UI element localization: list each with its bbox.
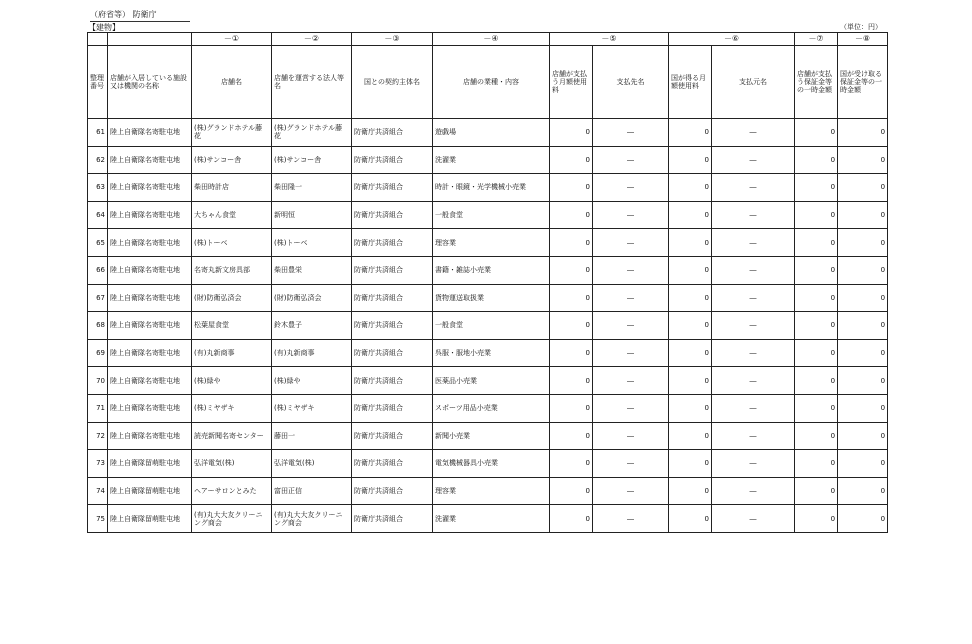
deposit-received-cell: 0 bbox=[838, 256, 888, 284]
header-monthly-fee: 店舗が支払う月額使用料 bbox=[550, 46, 593, 119]
store-name-cell: (有)丸新商事 bbox=[192, 339, 272, 367]
monthly-fee-cell: 0 bbox=[550, 367, 593, 395]
business-type-cell: 貨物運送取扱業 bbox=[433, 284, 550, 312]
operator-name-cell: (株)ミヤザキ bbox=[272, 394, 352, 422]
operator-name-cell: 柴田隆一 bbox=[272, 174, 352, 202]
row-number-cell: 70 bbox=[88, 367, 108, 395]
deposit-paid-cell: 0 bbox=[795, 367, 838, 395]
store-name-cell: (財)防衛弘済会 bbox=[192, 284, 272, 312]
row-number-cell: 74 bbox=[88, 477, 108, 505]
monthly-fee-cell: 0 bbox=[550, 201, 593, 229]
deposit-paid-cell: 0 bbox=[795, 312, 838, 340]
gov-monthly-fee-cell: 0 bbox=[669, 146, 712, 174]
deposit-paid-cell: 0 bbox=[795, 119, 838, 147]
facility-name-cell: 陸上自衛隊名寄駐屯地 bbox=[108, 256, 192, 284]
row-number-cell: 62 bbox=[88, 146, 108, 174]
payer-name-cell: ― bbox=[712, 119, 795, 147]
business-type-cell: 一般食堂 bbox=[433, 201, 550, 229]
monthly-fee-cell: 0 bbox=[550, 505, 593, 533]
contract-party-cell: 防衛庁共済組合 bbox=[352, 394, 433, 422]
contract-party-cell: 防衛庁共済組合 bbox=[352, 174, 433, 202]
table-row bbox=[88, 119, 888, 147]
payee-name-cell: ― bbox=[593, 450, 669, 478]
payee-name-cell: ― bbox=[593, 477, 669, 505]
category-label: 【建物】 bbox=[88, 23, 120, 32]
deposit-received-cell: 0 bbox=[838, 477, 888, 505]
contract-party-cell: 防衛庁共済組合 bbox=[352, 422, 433, 450]
row-number-cell: 68 bbox=[88, 312, 108, 340]
table-row bbox=[88, 394, 888, 422]
operator-name-cell: (財)防衛弘済会 bbox=[272, 284, 352, 312]
operator-name-cell: 藤田一 bbox=[272, 422, 352, 450]
row-number-cell: 73 bbox=[88, 450, 108, 478]
monthly-fee-cell: 0 bbox=[550, 312, 593, 340]
payer-name-cell: ― bbox=[712, 146, 795, 174]
ministry-label: （府省等） 防衛庁 bbox=[90, 9, 190, 22]
monthly-fee-cell: 0 bbox=[550, 339, 593, 367]
contract-party-cell: 防衛庁共済組合 bbox=[352, 450, 433, 478]
deposit-received-cell: 0 bbox=[838, 394, 888, 422]
payer-name-cell: ― bbox=[712, 312, 795, 340]
monthly-fee-cell: 0 bbox=[550, 174, 593, 202]
facility-name-cell: 陸上自衛隊名寄駐屯地 bbox=[108, 119, 192, 147]
store-name-cell: (株)ミヤザキ bbox=[192, 394, 272, 422]
blank-cell bbox=[108, 33, 192, 46]
header-store: 店舗名 bbox=[192, 46, 272, 119]
contract-party-cell: 防衛庁共済組合 bbox=[352, 477, 433, 505]
monthly-fee-cell: 0 bbox=[550, 450, 593, 478]
payee-name-cell: ― bbox=[593, 146, 669, 174]
monthly-fee-cell: 0 bbox=[550, 256, 593, 284]
deposit-received-cell: 0 bbox=[838, 312, 888, 340]
deposit-received-cell: 0 bbox=[838, 450, 888, 478]
unit-label: （単位：円） bbox=[840, 23, 882, 31]
facility-name-cell: 陸上自衛隊名寄駐屯地 bbox=[108, 367, 192, 395]
deposit-received-cell: 0 bbox=[838, 367, 888, 395]
monthly-fee-cell: 0 bbox=[550, 229, 593, 257]
gov-monthly-fee-cell: 0 bbox=[669, 339, 712, 367]
business-type-cell: 電気機械器具小売業 bbox=[433, 450, 550, 478]
table-row bbox=[88, 256, 888, 284]
monthly-fee-cell: 0 bbox=[550, 477, 593, 505]
store-name-cell: 松葉屋食堂 bbox=[192, 312, 272, 340]
business-type-cell: 新聞小売業 bbox=[433, 422, 550, 450]
payee-name-cell: ― bbox=[593, 119, 669, 147]
deposit-received-cell: 0 bbox=[838, 201, 888, 229]
column-number: －② bbox=[272, 33, 352, 46]
operator-name-cell: 富田正信 bbox=[272, 477, 352, 505]
row-number-cell: 61 bbox=[88, 119, 108, 147]
table-row bbox=[88, 339, 888, 367]
payee-name-cell: ― bbox=[593, 256, 669, 284]
store-name-cell: (有)丸大大友クリーニング商会 bbox=[192, 505, 272, 533]
operator-name-cell: (株)サンコー舎 bbox=[272, 146, 352, 174]
column-number-row bbox=[88, 33, 888, 46]
monthly-fee-cell: 0 bbox=[550, 422, 593, 450]
store-name-cell: (株)トーベ bbox=[192, 229, 272, 257]
payer-name-cell: ― bbox=[712, 505, 795, 533]
column-number: －③ bbox=[352, 33, 433, 46]
row-number-cell: 72 bbox=[88, 422, 108, 450]
business-type-cell: 時計・眼鏡・光学機械小売業 bbox=[433, 174, 550, 202]
payee-name-cell: ― bbox=[593, 201, 669, 229]
store-name-cell: 読売新聞名寄センター bbox=[192, 422, 272, 450]
facility-name-cell: 陸上自衛隊名寄駐屯地 bbox=[108, 394, 192, 422]
column-number: －⑦ bbox=[795, 33, 838, 46]
row-number-cell: 75 bbox=[88, 505, 108, 533]
monthly-fee-cell: 0 bbox=[550, 284, 593, 312]
row-number-cell: 64 bbox=[88, 201, 108, 229]
table-row bbox=[88, 367, 888, 395]
store-name-cell: (株)緑や bbox=[192, 367, 272, 395]
contract-party-cell: 防衛庁共済組合 bbox=[352, 229, 433, 257]
contract-party-cell: 防衛庁共済組合 bbox=[352, 146, 433, 174]
deposit-paid-cell: 0 bbox=[795, 284, 838, 312]
payer-name-cell: ― bbox=[712, 201, 795, 229]
business-type-cell: 理容業 bbox=[433, 229, 550, 257]
store-name-cell: 大ちゃん食堂 bbox=[192, 201, 272, 229]
table-row bbox=[88, 284, 888, 312]
header-contract: 国との契約主体名 bbox=[352, 46, 433, 119]
operator-name-cell: 新明恒 bbox=[272, 201, 352, 229]
header-facility: 店舗が入居している施設又は機関の名称 bbox=[108, 46, 192, 119]
facility-name-cell: 陸上自衛隊名寄駐屯地 bbox=[108, 229, 192, 257]
header-payee: 支払先名 bbox=[593, 46, 669, 119]
table-row bbox=[88, 477, 888, 505]
payer-name-cell: ― bbox=[712, 256, 795, 284]
store-usage-table bbox=[87, 32, 888, 533]
row-number-cell: 71 bbox=[88, 394, 108, 422]
header-gov-monthly: 国が得る月額使用料 bbox=[669, 46, 712, 119]
business-type-cell: 書籍・雑誌小売業 bbox=[433, 256, 550, 284]
business-type-cell: 洗濯業 bbox=[433, 505, 550, 533]
monthly-fee-cell: 0 bbox=[550, 394, 593, 422]
table-row bbox=[88, 505, 888, 533]
business-type-cell: 医薬品小売業 bbox=[433, 367, 550, 395]
contract-party-cell: 防衛庁共済組合 bbox=[352, 339, 433, 367]
business-type-cell: 一般食堂 bbox=[433, 312, 550, 340]
business-type-cell: 呉服・服地小売業 bbox=[433, 339, 550, 367]
facility-name-cell: 陸上自衛隊名寄駐屯地 bbox=[108, 422, 192, 450]
gov-monthly-fee-cell: 0 bbox=[669, 284, 712, 312]
contract-party-cell: 防衛庁共済組合 bbox=[352, 201, 433, 229]
business-type-cell: スポーツ用品小売業 bbox=[433, 394, 550, 422]
deposit-received-cell: 0 bbox=[838, 146, 888, 174]
column-number: －⑤ bbox=[550, 33, 669, 46]
store-name-cell: (株)サンコー舎 bbox=[192, 146, 272, 174]
table-row bbox=[88, 201, 888, 229]
table-row bbox=[88, 229, 888, 257]
payee-name-cell: ― bbox=[593, 339, 669, 367]
payer-name-cell: ― bbox=[712, 229, 795, 257]
blank-cell bbox=[88, 33, 108, 46]
facility-name-cell: 陸上自衛隊名寄駐屯地 bbox=[108, 339, 192, 367]
operator-name-cell: 柴田豊栄 bbox=[272, 256, 352, 284]
store-name-cell: 弘洋電気(株) bbox=[192, 450, 272, 478]
facility-name-cell: 陸上自衛隊留萌駐屯地 bbox=[108, 450, 192, 478]
gov-monthly-fee-cell: 0 bbox=[669, 312, 712, 340]
deposit-paid-cell: 0 bbox=[795, 256, 838, 284]
header-payer: 支払元名 bbox=[712, 46, 795, 119]
gov-monthly-fee-cell: 0 bbox=[669, 477, 712, 505]
contract-party-cell: 防衛庁共済組合 bbox=[352, 119, 433, 147]
facility-name-cell: 陸上自衛隊名寄駐屯地 bbox=[108, 284, 192, 312]
payee-name-cell: ― bbox=[593, 367, 669, 395]
deposit-paid-cell: 0 bbox=[795, 450, 838, 478]
table-row bbox=[88, 422, 888, 450]
payee-name-cell: ― bbox=[593, 284, 669, 312]
deposit-paid-cell: 0 bbox=[795, 339, 838, 367]
facility-name-cell: 陸上自衛隊名寄駐屯地 bbox=[108, 146, 192, 174]
contract-party-cell: 防衛庁共済組合 bbox=[352, 505, 433, 533]
contract-party-cell: 防衛庁共済組合 bbox=[352, 312, 433, 340]
store-name-cell: 名寄丸新文房具部 bbox=[192, 256, 272, 284]
deposit-received-cell: 0 bbox=[838, 339, 888, 367]
deposit-received-cell: 0 bbox=[838, 284, 888, 312]
payee-name-cell: ― bbox=[593, 229, 669, 257]
gov-monthly-fee-cell: 0 bbox=[669, 229, 712, 257]
header-deposit-received: 国が受け取る保証金等の一時金額 bbox=[838, 46, 888, 119]
deposit-paid-cell: 0 bbox=[795, 477, 838, 505]
payee-name-cell: ― bbox=[593, 505, 669, 533]
business-type-cell: 洗濯業 bbox=[433, 146, 550, 174]
gov-monthly-fee-cell: 0 bbox=[669, 505, 712, 533]
operator-name-cell: 弘洋電気(株) bbox=[272, 450, 352, 478]
facility-name-cell: 陸上自衛隊名寄駐屯地 bbox=[108, 174, 192, 202]
payer-name-cell: ― bbox=[712, 367, 795, 395]
payee-name-cell: ― bbox=[593, 422, 669, 450]
column-header-row bbox=[88, 46, 888, 119]
header-deposit-paid: 店舗が支払う保証金等の一時金額 bbox=[795, 46, 838, 119]
deposit-received-cell: 0 bbox=[838, 505, 888, 533]
payer-name-cell: ― bbox=[712, 284, 795, 312]
payer-name-cell: ― bbox=[712, 394, 795, 422]
deposit-paid-cell: 0 bbox=[795, 201, 838, 229]
payee-name-cell: ― bbox=[593, 312, 669, 340]
row-number-cell: 66 bbox=[88, 256, 108, 284]
table-row bbox=[88, 174, 888, 202]
gov-monthly-fee-cell: 0 bbox=[669, 201, 712, 229]
deposit-paid-cell: 0 bbox=[795, 422, 838, 450]
header-no: 整理番号 bbox=[88, 46, 108, 119]
contract-party-cell: 防衛庁共済組合 bbox=[352, 367, 433, 395]
column-number: －⑥ bbox=[669, 33, 795, 46]
header-operator: 店舗を運営する法人等名 bbox=[272, 46, 352, 119]
store-name-cell: ヘアーサロンとみた bbox=[192, 477, 272, 505]
operator-name-cell: (株)緑や bbox=[272, 367, 352, 395]
row-number-cell: 65 bbox=[88, 229, 108, 257]
column-number: －④ bbox=[433, 33, 550, 46]
monthly-fee-cell: 0 bbox=[550, 119, 593, 147]
table-body bbox=[88, 119, 888, 533]
table-row bbox=[88, 312, 888, 340]
facility-name-cell: 陸上自衛隊留萌駐屯地 bbox=[108, 505, 192, 533]
row-number-cell: 67 bbox=[88, 284, 108, 312]
table-row bbox=[88, 146, 888, 174]
gov-monthly-fee-cell: 0 bbox=[669, 394, 712, 422]
payer-name-cell: ― bbox=[712, 422, 795, 450]
payer-name-cell: ― bbox=[712, 450, 795, 478]
gov-monthly-fee-cell: 0 bbox=[669, 450, 712, 478]
operator-name-cell: (有)丸大大友クリーニング商会 bbox=[272, 505, 352, 533]
deposit-paid-cell: 0 bbox=[795, 505, 838, 533]
gov-monthly-fee-cell: 0 bbox=[669, 119, 712, 147]
deposit-paid-cell: 0 bbox=[795, 146, 838, 174]
table-row bbox=[88, 450, 888, 478]
payer-name-cell: ― bbox=[712, 477, 795, 505]
gov-monthly-fee-cell: 0 bbox=[669, 367, 712, 395]
facility-name-cell: 陸上自衛隊名寄駐屯地 bbox=[108, 201, 192, 229]
operator-name-cell: (株)トーベ bbox=[272, 229, 352, 257]
gov-monthly-fee-cell: 0 bbox=[669, 422, 712, 450]
payer-name-cell: ― bbox=[712, 339, 795, 367]
deposit-received-cell: 0 bbox=[838, 229, 888, 257]
contract-party-cell: 防衛庁共済組合 bbox=[352, 256, 433, 284]
business-type-cell: 理容業 bbox=[433, 477, 550, 505]
deposit-paid-cell: 0 bbox=[795, 394, 838, 422]
operator-name-cell: (有)丸新商事 bbox=[272, 339, 352, 367]
column-number: －⑧ bbox=[838, 33, 888, 46]
contract-party-cell: 防衛庁共済組合 bbox=[352, 284, 433, 312]
operator-name-cell: 鈴木豊子 bbox=[272, 312, 352, 340]
payee-name-cell: ― bbox=[593, 394, 669, 422]
deposit-received-cell: 0 bbox=[838, 174, 888, 202]
gov-monthly-fee-cell: 0 bbox=[669, 256, 712, 284]
deposit-received-cell: 0 bbox=[838, 422, 888, 450]
deposit-paid-cell: 0 bbox=[795, 174, 838, 202]
facility-name-cell: 陸上自衛隊留萌駐屯地 bbox=[108, 477, 192, 505]
gov-monthly-fee-cell: 0 bbox=[669, 174, 712, 202]
store-name-cell: (株)グランドホテル藤花 bbox=[192, 119, 272, 147]
row-number-cell: 69 bbox=[88, 339, 108, 367]
business-type-cell: 遊戯場 bbox=[433, 119, 550, 147]
header-business: 店舗の業種・内容 bbox=[433, 46, 550, 119]
column-number: －① bbox=[192, 33, 272, 46]
monthly-fee-cell: 0 bbox=[550, 146, 593, 174]
payee-name-cell: ― bbox=[593, 174, 669, 202]
operator-name-cell: (株)グランドホテル藤花 bbox=[272, 119, 352, 147]
store-name-cell: 柴田時計店 bbox=[192, 174, 272, 202]
row-number-cell: 63 bbox=[88, 174, 108, 202]
deposit-paid-cell: 0 bbox=[795, 229, 838, 257]
deposit-received-cell: 0 bbox=[838, 119, 888, 147]
payer-name-cell: ― bbox=[712, 174, 795, 202]
facility-name-cell: 陸上自衛隊名寄駐屯地 bbox=[108, 312, 192, 340]
